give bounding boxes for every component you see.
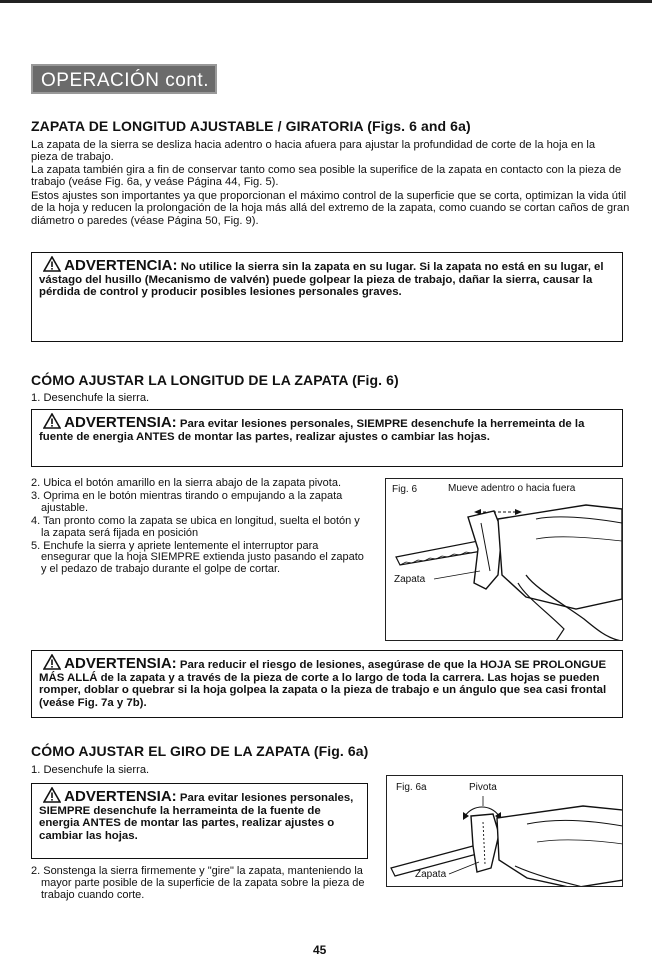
warning-text: Para evitar lesiones personales, SIEMPRE desenchufe la herremeinta de la fuente de energia ANTES de montar las partes, realizar ajustes o cambiar las hojas.: [39, 418, 585, 443]
warning-text: Para evitar lesiones personales, SIEMPRE desenchufe la herrameinta de la fuente de energia ANTES de montar las partes, realizar ajustes o cambiar las hojas.: [39, 792, 354, 842]
figure-6a: [386, 775, 623, 887]
figure-6: [385, 478, 623, 641]
list-item: 4. Tan pronto como la zapata se ubica en longitud, suelta el botón y la zapata será fijada en posición: [31, 514, 360, 539]
warning-text: No utilice la sierra sin la zapata en su lugar. Si la zapata no está en su lugar, el vástago del husillo (Mecanismo de valvén) puede golpear la pieza de trabajo, dañar la sierra, causar la pérdida de control y producir posibles lesiones personales graves.: [39, 261, 604, 299]
figure-caption: Pivota: [469, 782, 497, 793]
section-title-adjustable-shoe: ZAPATA DE LONGITUD AJUSTABLE / GIRATORIA (Figs. 6 and 6a): [31, 118, 471, 134]
warning-box-shoe-in-place: [31, 252, 623, 342]
warning-triangle-icon: [43, 413, 61, 429]
warning-triangle-icon: [43, 654, 61, 670]
list-item: 5. Enchufe la sierra y apriete lentemente el interruptor para ensegurar que la hoja SIEMPRE extienda justo pasando el zapato y el pedazo de trabajo durante el golpe de cortar.: [31, 539, 364, 576]
figure-caption: Mueve adentro o hacia fuera: [448, 483, 576, 494]
figure-label: Fig. 6: [392, 484, 418, 495]
section-banner: OPERACIÓN cont.: [31, 64, 217, 94]
top-rule: [0, 0, 652, 3]
section-title-adjust-pivot: CÓMO AJUSTAR EL GIRO DE LA ZAPATA (Fig. 6a): [31, 743, 369, 759]
warning-label: ADVERTENSIA:: [64, 655, 177, 672]
warning-label: ADVERTENSIA:: [64, 788, 177, 805]
warning-box-blade-extend: [31, 650, 623, 718]
warning-label: ADVERTENSIA:: [64, 414, 177, 431]
list-item: 2. Ubica el botón amarillo en la sierra abajo de la zapata pivota.: [31, 477, 342, 489]
paragraph-shoe-pivots: La zapata también gira a fin de conservar tanto como sea posible la superifice de la zapata en contacto con la pieza de trabajo (veáse Fig. 6a, y veáse Página 44, Fig. 5).: [31, 164, 622, 189]
warning-triangle-icon: [43, 787, 61, 803]
figure-label: Fig. 6a: [396, 782, 427, 793]
step-pivot-shoe: 2. Sonstenga la sierra firmemente y "gire" la zapata, manteniendo la mayor parte posible de la superficie de la zapata sobre la pieza de trabajo cuando corte.: [31, 865, 365, 901]
warning-text: Para reducir el riesgo de lesiones, asegúrase de que la HOJA SE PROLONGUE MÁS ALLÁ de la zapata y a través de la pieza de corte a lo largo de toda la carrera. Las hojas se pueden romper, doblar o quebrar si la hoja golpea la zapata o la pieza de trabajo e un ángulo que sea casi frontal (veáse Fig. 7a y 7b).: [39, 659, 607, 709]
warning-box-unplug: [31, 409, 623, 467]
warning-label: ADVERTENCIA:: [64, 257, 178, 274]
warning-triangle-icon: [43, 256, 61, 272]
figure-part-label: Zapata: [394, 574, 426, 585]
steps-list-length: [31, 478, 369, 576]
step-unplug-saw: 1. Desenchufe la sierra.: [31, 764, 150, 776]
figure-part-label: Zapata: [415, 869, 447, 880]
saw-shoe-illustration: [386, 479, 623, 641]
step-unplug-saw: 1. Desenchufe la sierra.: [31, 392, 150, 404]
saw-pivot-illustration: [387, 776, 623, 887]
warning-box-unplug-pivot: [31, 783, 368, 859]
page-number: 45: [313, 943, 327, 957]
list-item: 3. Oprima en le botón mientras tirando o empujando a la zapata ajustable.: [31, 489, 343, 514]
section-title-adjust-length: CÓMO AJUSTAR LA LONGITUD DE LA ZAPATA (Fig. 6): [31, 372, 399, 388]
paragraph-adjustments-importance: Estos ajustes son importantes ya que proporcionan el máximo control de la superficie que se corta, optimizan la vida útil de la hoja y reducen la prolongación de la hoja más allá del extremo de la zapata, como cuando se cortan caños de gran diámetro o paredes (véase Página 50, Fig. 9).: [31, 190, 630, 227]
paragraph-shoe-slides: La zapata de la sierra se desliza hacia adentro o hacia afuera para ajustar la profundidad de corte de la hoja en la pieza de trabajo.: [31, 139, 596, 164]
